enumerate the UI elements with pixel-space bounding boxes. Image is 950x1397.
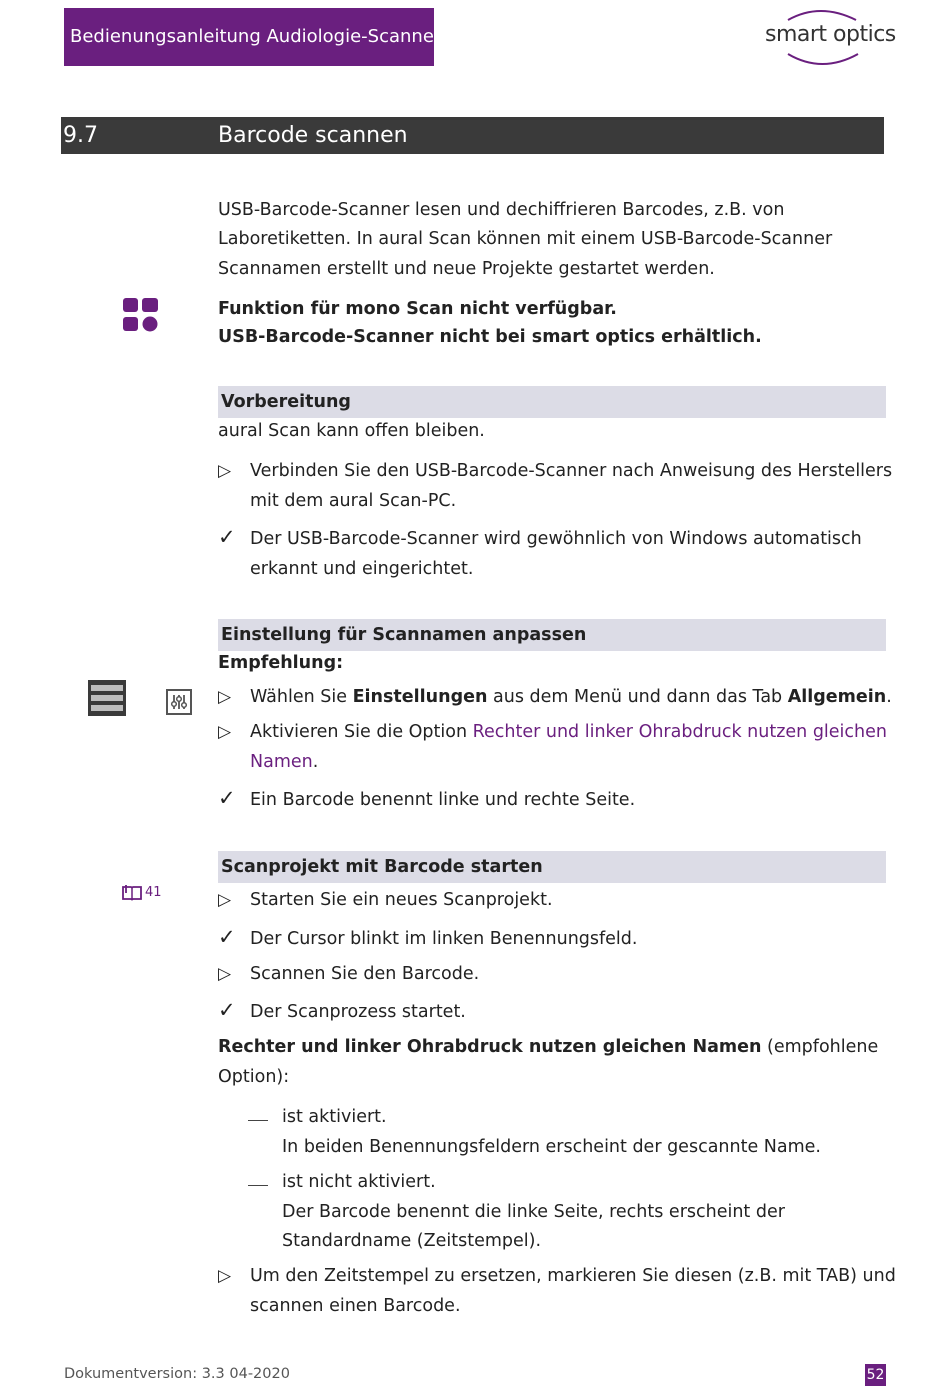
menu-settings-label: Einstellungen	[352, 687, 488, 707]
project-result-2: Der Scanprozess startet.	[250, 1002, 466, 1022]
step-marker: ▷	[218, 890, 232, 910]
settings-step-2-line-2	[250, 748, 318, 778]
section-number: 9.7	[63, 123, 98, 148]
case-deactivated-title: ist nicht aktiviert.	[282, 1172, 436, 1192]
option-description-line-1	[218, 1033, 878, 1063]
tab-general-label: Allgemein	[787, 687, 887, 707]
prep-result-line-1: Der USB-Barcode-Scanner wird gewöhnlich von Windows automatisch	[250, 529, 862, 549]
option-description-line-2: Option):	[218, 1067, 290, 1087]
apps-icon	[122, 297, 160, 333]
project-step-3-line-1: Um den Zeitstempel zu ersetzen, markieren Sie diesen (z.B. mit TAB) und	[250, 1266, 896, 1286]
step-marker: ▷	[218, 964, 232, 984]
result-marker: ✓	[218, 998, 236, 1022]
prep-text: aural Scan kann offen bleiben.	[218, 421, 485, 441]
smart-optics-logo	[760, 8, 896, 68]
intro-line-3: Scannamen erstellt und neue Projekte gestartet werden.	[218, 259, 715, 279]
recommendation-label: Empfehlung:	[218, 653, 344, 673]
section-heading	[61, 117, 884, 154]
step-text: Aktivieren Sie die Option	[250, 722, 473, 742]
menu-icon	[88, 680, 126, 716]
prep-step-line-1: Verbinden Sie den USB-Barcode-Scanner nach Anweisung des Herstellers	[250, 461, 893, 481]
step-text: Wählen Sie	[250, 687, 353, 707]
subheading-settings: Einstellung für Scannamen anpassen	[218, 619, 886, 651]
step-marker: ▷	[218, 687, 232, 707]
document-version: Dokumentversion: 3.3 04-2020	[64, 1366, 290, 1382]
step-text: aus dem Menü und dann das Tab	[487, 687, 788, 707]
note-mono-scan: Funktion für mono Scan nicht verfügbar.	[218, 299, 617, 319]
note-not-available: USB-Barcode-Scanner nicht bei smart optics erhältlich.	[218, 327, 762, 347]
result-marker: ✓	[218, 525, 236, 549]
dash-marker	[248, 1120, 268, 1121]
logo-text: smart optics	[765, 22, 896, 47]
book-reference-icon[interactable]	[122, 885, 142, 901]
project-step-1: Starten Sie ein neues Scanprojekt.	[250, 890, 553, 910]
subheading-scan-project: Scanprojekt mit Barcode starten	[218, 851, 886, 883]
case-deactivated-text-1: Der Barcode benennt die linke Seite, rechts erscheint der	[282, 1202, 785, 1222]
result-marker: ✓	[218, 925, 236, 949]
prep-result-line-2: erkannt und eingerichtet.	[250, 559, 474, 579]
result-marker: ✓	[218, 786, 236, 810]
document-header-title: Bedienungsanleitung Audiologie-Scanner	[64, 8, 434, 66]
step-marker: ▷	[218, 1266, 232, 1286]
step-text: .	[312, 752, 319, 772]
prep-step-line-2: mit dem aural Scan-PC.	[250, 491, 457, 511]
section-title: Barcode scannen	[218, 123, 408, 148]
project-step-2: Scannen Sie den Barcode.	[250, 964, 480, 984]
case-deactivated-text-2: Standardname (Zeitstempel).	[282, 1231, 542, 1251]
case-activated-text: In beiden Benennungsfeldern erscheint der gescannte Name.	[282, 1137, 821, 1157]
project-result-1: Der Cursor blinkt im linken Benennungsfeld.	[250, 929, 638, 949]
dash-marker	[248, 1185, 268, 1186]
page-number: 52	[865, 1364, 886, 1386]
case-activated-title: ist aktiviert.	[282, 1107, 387, 1127]
settings-sliders-icon	[166, 689, 192, 715]
step-marker: ▷	[218, 722, 232, 742]
reference-page-number[interactable]: 41	[145, 885, 162, 900]
option-link[interactable]: Namen	[250, 752, 313, 772]
option-link[interactable]: Rechter und linker Ohrabdruck nutzen gleichen	[472, 722, 887, 742]
intro-line-2: Laboretiketten. In aural Scan können mit einem USB-Barcode-Scanner	[218, 229, 833, 249]
settings-step-1	[250, 683, 892, 713]
intro-line-1: USB-Barcode-Scanner lesen und dechiffrieren Barcodes, z.B. von	[218, 200, 785, 220]
settings-result: Ein Barcode benennt linke und rechte Seite.	[250, 790, 636, 810]
settings-step-2-line-1	[250, 718, 887, 748]
option-name: Rechter und linker Ohrabdruck nutzen gleichen Namen	[218, 1037, 762, 1057]
option-note: (empfohlene	[761, 1037, 879, 1057]
subheading-preparation: Vorbereitung	[218, 386, 886, 418]
step-marker: ▷	[218, 461, 232, 481]
step-text: .	[886, 687, 892, 707]
project-step-3-line-2: scannen einen Barcode.	[250, 1296, 461, 1316]
